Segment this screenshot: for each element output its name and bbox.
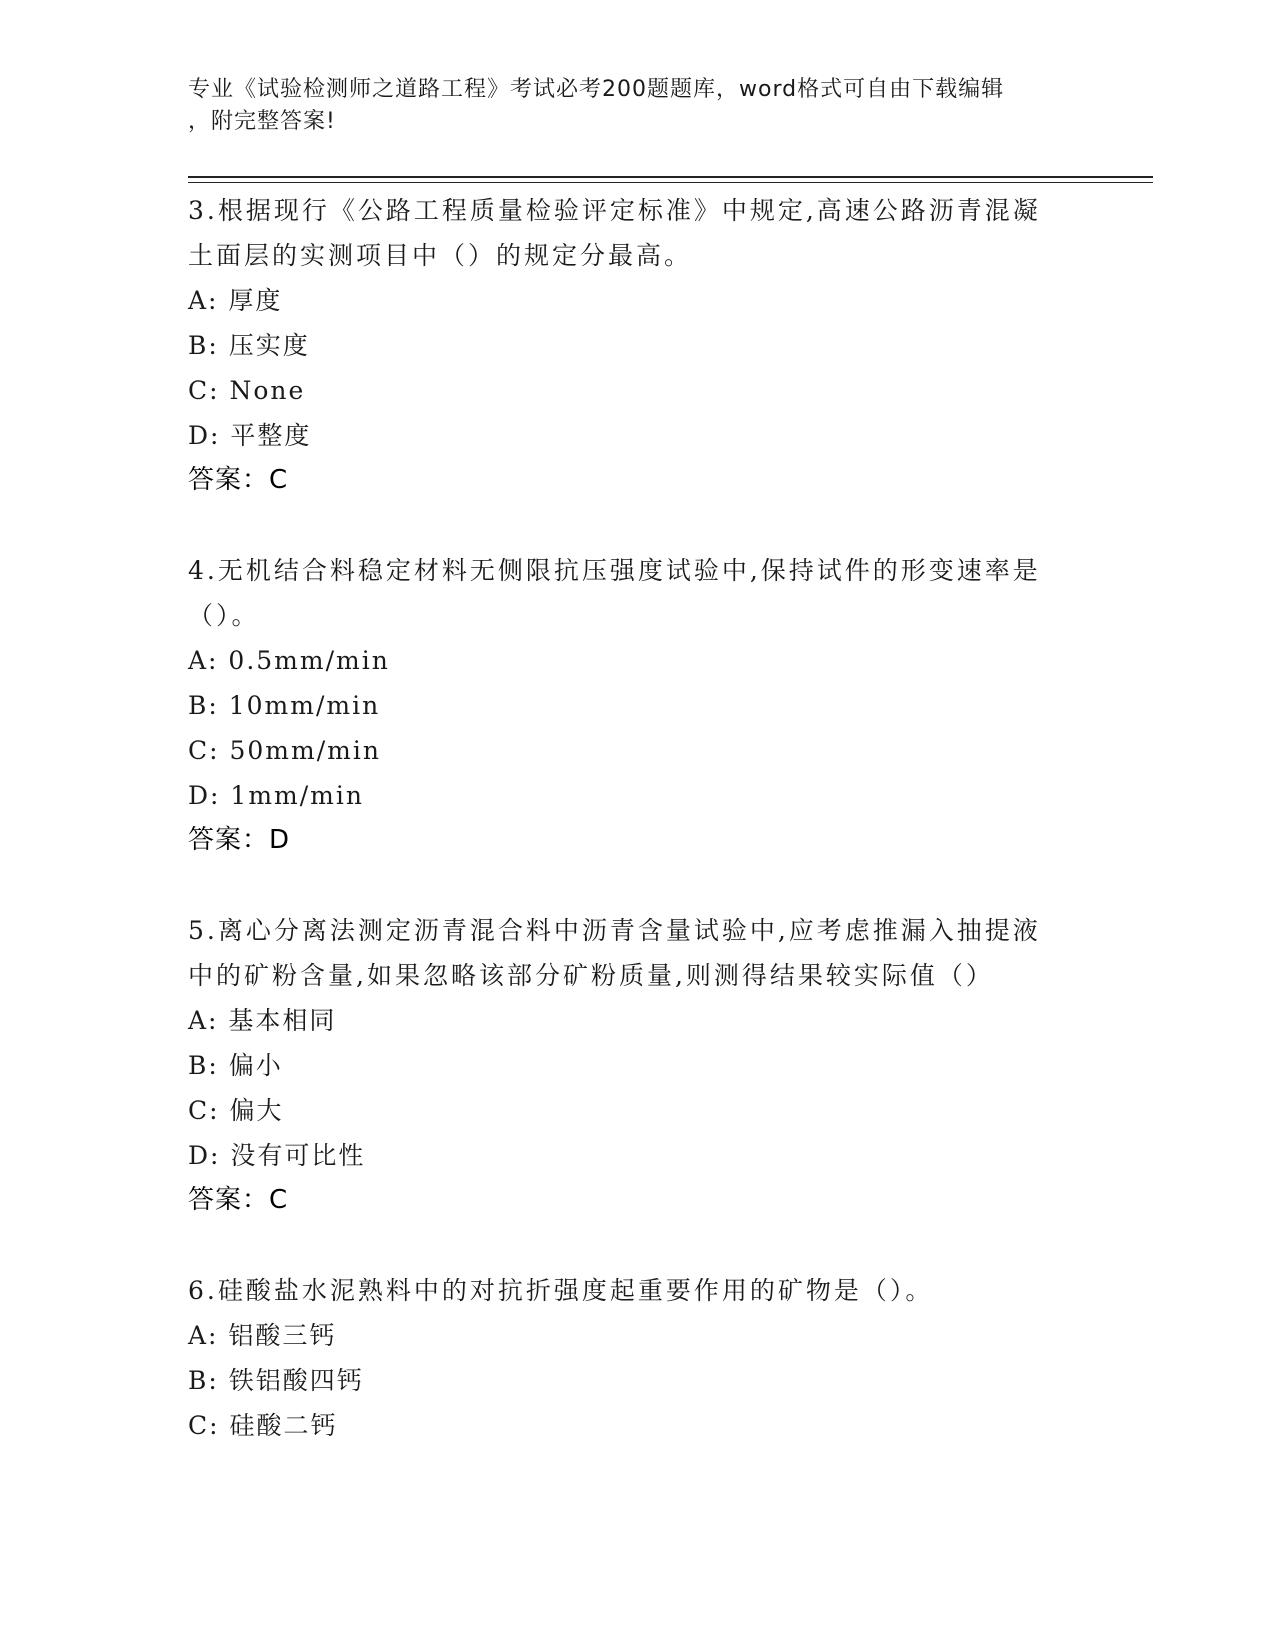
question-line: 4.无机结合料稳定材料无侧限抗压强度试验中,保持试件的形变速率是 [188, 556, 1041, 585]
option-a: A: 厚度 [188, 286, 283, 315]
question-text [188, 548, 1088, 638]
header-line-2: ，附完整答案! [188, 109, 336, 134]
option-b: B: 压实度 [188, 331, 310, 360]
question-text [188, 188, 1088, 278]
option-b: B: 偏小 [188, 1051, 283, 1080]
question-6 [188, 1268, 1088, 1448]
header-line-1: 专业《试验检测师之道路工程》考试必考200题题库，word格式可自由下载编辑 [188, 77, 1005, 102]
option-a: A: 0.5mm/min [188, 646, 390, 675]
question-line: 中的矿粉含量,如果忽略该部分矿粉质量,则测得结果较实际值（） [188, 961, 994, 990]
question-line: 6.硅酸盐水泥熟料中的对抗折强度起重要作用的矿物是（）。 [188, 1276, 934, 1305]
question-5 [188, 908, 1088, 1223]
option-b: B: 铁铝酸四钙 [188, 1366, 364, 1395]
question-line: 5.离心分离法测定沥青混合料中沥青含量试验中,应考虑推漏入抽提液 [188, 916, 1041, 945]
option-d: D: 平整度 [188, 421, 312, 450]
question-line: 土面层的实测项目中（）的规定分最高。 [188, 241, 693, 270]
question-line: 3.根据现行《公路工程质量检验评定标准》中规定,高速公路沥青混凝 [188, 196, 1041, 225]
option-c: C: None [188, 376, 306, 405]
option-c: C: 偏大 [188, 1096, 284, 1125]
option-a: A: 基本相同 [188, 1006, 337, 1035]
spacer [188, 863, 1088, 908]
option-a: A: 铝酸三钙 [188, 1321, 337, 1350]
question-list [188, 188, 1088, 1448]
spacer [188, 1223, 1088, 1268]
option-d: D: 1mm/min [188, 781, 364, 810]
document-header [188, 74, 1068, 138]
answer-label: 答案：C [188, 1185, 289, 1215]
header-divider-thin [188, 182, 1153, 183]
option-d: D: 没有可比性 [188, 1141, 366, 1170]
question-4 [188, 548, 1088, 863]
header-divider [188, 176, 1153, 178]
answer-label: 答案：C [188, 465, 289, 495]
option-c: C: 50mm/min [188, 736, 381, 765]
question-3 [188, 188, 1088, 503]
option-b: B: 10mm/min [188, 691, 381, 720]
question-line: （）。 [188, 601, 260, 630]
question-text [188, 1268, 1088, 1313]
option-c: C: 硅酸二钙 [188, 1411, 338, 1440]
answer-label: 答案：D [188, 825, 291, 855]
question-text [188, 908, 1088, 998]
spacer [188, 503, 1088, 548]
